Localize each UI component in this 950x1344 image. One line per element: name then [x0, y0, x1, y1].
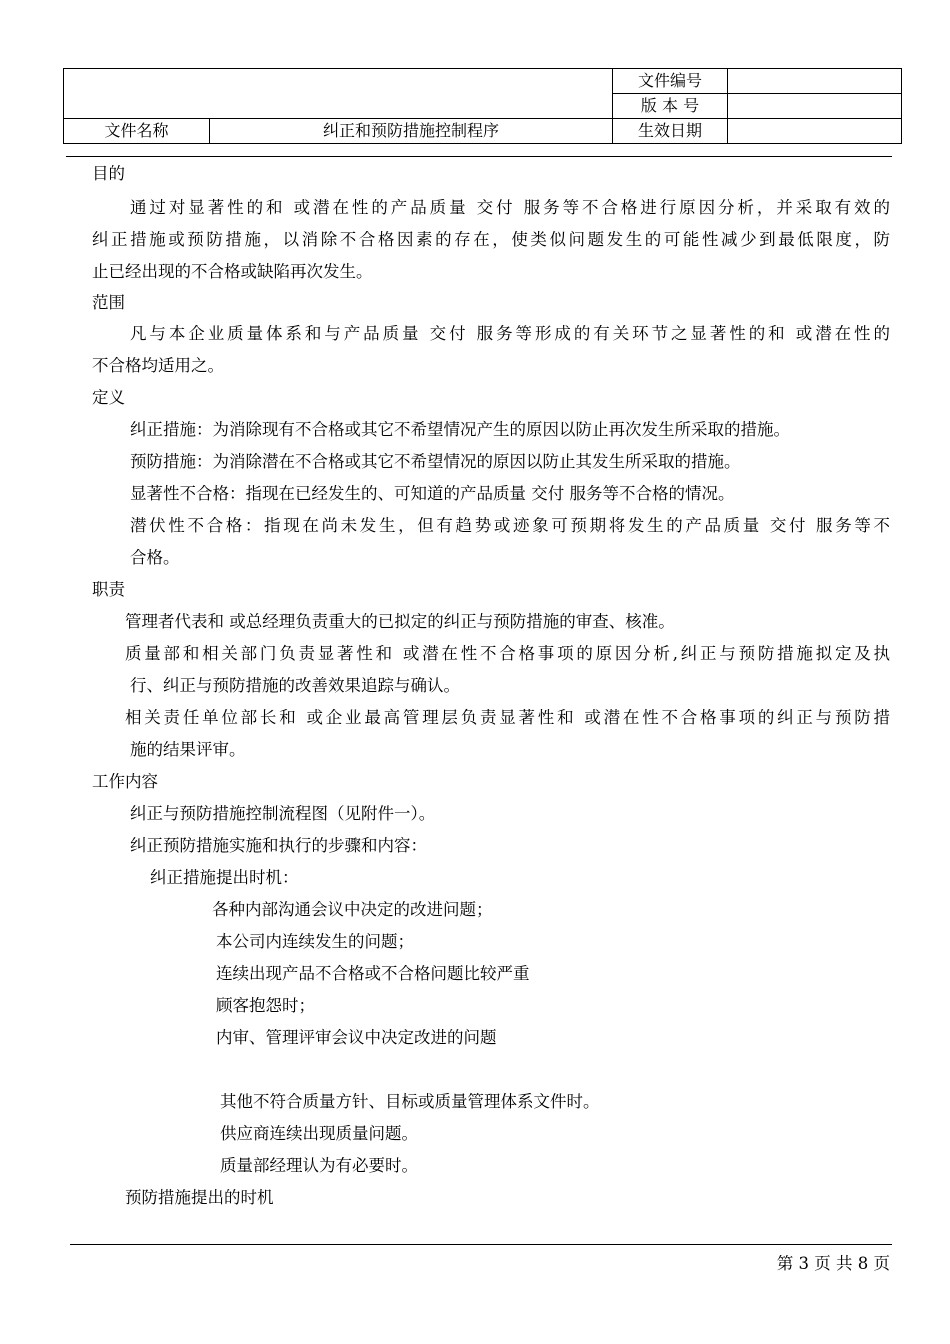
- definition-preventive: 预防措施：为消除潜在不合格或其它不希望情况的原因以防止其发生所采取的措施。: [130, 452, 741, 471]
- timing-item: 各种内部沟通会议中决定的改进问题；: [212, 900, 493, 919]
- version-label: 版 本 号: [613, 94, 728, 119]
- definition-corrective: 纠正措施：为消除现有不合格或其它不希望情况产生的原因以防止再次发生所采取的措施。: [130, 420, 790, 439]
- duty-item-2-line-2: 行、纠正与预防措施的改善效果追踪与确认。: [130, 676, 460, 695]
- duty-item-1: 管理者代表和 或总经理负责重大的已拟定的纠正与预防措施的审查、核准。: [125, 612, 675, 631]
- purpose-line-3: 止已经出现的不合格或缺陷再次发生。: [92, 262, 373, 281]
- scope-line-2: 不合格均适用之。: [92, 356, 224, 375]
- timing-item: 本公司内连续发生的问题；: [216, 932, 414, 951]
- duty-heading: 职责: [92, 580, 125, 599]
- purpose-heading: 目的: [92, 164, 125, 183]
- work-heading: 工作内容: [92, 772, 158, 791]
- effective-date-value: [728, 119, 902, 144]
- purpose-line-2: 纠正措施或预防措施，以消除不合格因素的存在，使类似问题发生的可能性减少到最低限度，防: [92, 230, 890, 249]
- duty-item-2-line-1: 质量部和相关部门负责显著性和 或潜在性不合格事项的原因分析,纠正与预防措施拟定及执: [125, 644, 890, 663]
- file-name-value: 纠正和预防措施控制程序: [210, 119, 613, 144]
- timing-item: 连续出现产品不合格或不合格问题比较严重: [216, 964, 530, 983]
- definition-significant: 显著性不合格：指现在已经发生的、可知道的产品质量 交付 服务等不合格的情况。: [130, 484, 735, 503]
- scope-heading: 范围: [92, 293, 125, 312]
- timing-item: 其他不符合质量方针、目标或质量管理体系文件时。: [220, 1092, 600, 1111]
- definition-heading: 定义: [92, 388, 125, 407]
- version-value: [728, 94, 902, 119]
- definition-latent-line-2: 合格。: [130, 548, 180, 567]
- work-item-2-1: 纠正措施提出时机：: [150, 868, 299, 887]
- document-header-table: [63, 68, 902, 144]
- header-blank-area: [64, 69, 613, 119]
- page-number: 第 3 页 共 8 页: [776, 1254, 890, 1273]
- timing-item: 内审、管理评审会议中决定改进的问题: [216, 1028, 497, 1047]
- work-item-1: 纠正与预防措施控制流程图（见附件一）。: [130, 804, 436, 823]
- effective-date-label: 生效日期: [613, 119, 728, 144]
- header-divider: [66, 156, 892, 157]
- file-name-label: 文件名称: [64, 119, 210, 144]
- timing-item: 质量部经理认为有必要时。: [220, 1156, 418, 1175]
- footer-divider: [70, 1244, 892, 1245]
- preventive-timing-heading: 预防措施提出的时机: [125, 1188, 274, 1207]
- work-item-2: 纠正预防措施实施和执行的步骤和内容：: [130, 836, 427, 855]
- scope-line-1: 凡与本企业质量体系和与产品质量 交付 服务等形成的有关环节之显著性的和 或潜在性的: [130, 324, 890, 343]
- duty-item-3-line-2: 施的结果评审。: [130, 740, 246, 759]
- duty-item-3-line-1: 相关责任单位部长和 或企业最高管理层负责显著性和 或潜在性不合格事项的纠正与预防措: [125, 708, 890, 727]
- file-number-label: 文件编号: [613, 69, 728, 94]
- timing-item: 顾客抱怨时；: [216, 996, 315, 1015]
- file-number-value: [728, 69, 902, 94]
- timing-item: 供应商连续出现质量问题。: [220, 1124, 418, 1143]
- purpose-line-1: 通过对显著性的和 或潜在性的产品质量 交付 服务等不合格进行原因分析，并采取有效的: [130, 198, 890, 217]
- definition-latent-line-1: 潜伏性不合格：指现在尚未发生，但有趋势或迹象可预期将发生的产品质量 交付 服务等不: [130, 516, 890, 535]
